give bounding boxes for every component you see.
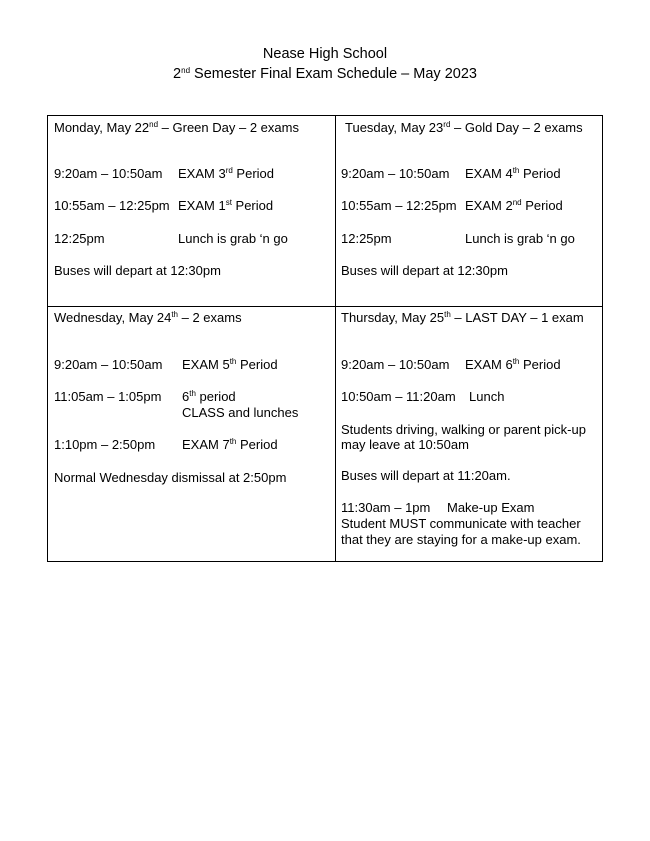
schedule-table — [47, 115, 603, 562]
thursday-lunch: Lunch — [469, 389, 505, 404]
tuesday-exam-1: EXAM 4th Period — [465, 166, 561, 181]
tuesday-exam-2: EXAM 2nd Period — [465, 198, 563, 213]
monday-exam-1: EXAM 3rd Period — [178, 166, 275, 181]
thursday-makeup-exam: Make-up Exam — [447, 500, 535, 515]
monday-time-3: 12:25pm — [54, 231, 105, 246]
tuesday-heading: Tuesday, May 23rd – Gold Day – 2 exams — [345, 120, 583, 135]
wednesday-period-6: 6th period — [182, 389, 236, 404]
thursday-makeup-note: Student MUST communicate with teacher that they are staying for a make-up exam. — [341, 516, 581, 547]
monday-time-1: 9:20am – 10:50am — [54, 166, 163, 181]
schedule-title: 2nd Semester Final Exam Schedule – May 2023 — [173, 66, 477, 82]
thursday-heading: Thursday, May 25th – LAST DAY – 1 exam — [341, 310, 584, 325]
monday-lunch: Lunch is grab ‘n go — [178, 231, 288, 246]
tuesday-time-3: 12:25pm — [341, 231, 392, 246]
column-divider — [335, 116, 336, 561]
wednesday-time-2: 11:05am – 1:05pm — [54, 389, 162, 404]
wednesday-period-6-detail: CLASS and lunches — [182, 405, 299, 420]
wednesday-time-3: 1:10pm – 2:50pm — [54, 437, 156, 452]
school-name: Nease High School — [262, 46, 388, 62]
wednesday-heading: Wednesday, May 24th – 2 exams — [54, 310, 242, 325]
wednesday-exam-3: EXAM 7th Period — [182, 437, 278, 452]
tuesday-time-2: 10:55am – 12:25pm — [341, 198, 457, 213]
monday-time-2: 10:55am – 12:25pm — [54, 198, 170, 213]
monday-exam-2: EXAM 1st Period — [178, 198, 274, 213]
wednesday-time-1: 9:20am – 10:50am — [54, 357, 163, 372]
thursday-time-2: 10:50am – 11:20am — [341, 389, 456, 404]
tuesday-time-1: 9:20am – 10:50am — [341, 166, 450, 181]
wednesday-exam-1: EXAM 5th Period — [182, 357, 278, 372]
row-divider — [48, 306, 602, 307]
tuesday-bus-note: Buses will depart at 12:30pm — [341, 263, 508, 278]
monday-heading: Monday, May 22nd – Green Day – 2 exams — [54, 120, 299, 135]
tuesday-lunch: Lunch is grab ‘n go — [465, 231, 575, 246]
thursday-early-release-note: Students driving, walking or parent pick-up may leave at 10:50am — [341, 422, 586, 452]
wednesday-dismissal-note: Normal Wednesday dismissal at 2:50pm — [54, 470, 287, 485]
monday-bus-note: Buses will depart at 12:30pm — [54, 263, 221, 278]
thursday-bus-note: Buses will depart at 11:20am. — [341, 468, 511, 483]
thursday-time-1: 9:20am – 10:50am — [341, 357, 450, 372]
thursday-time-3: 11:30am – 1pm — [341, 500, 431, 515]
thursday-exam-1: EXAM 6th Period — [465, 357, 561, 372]
